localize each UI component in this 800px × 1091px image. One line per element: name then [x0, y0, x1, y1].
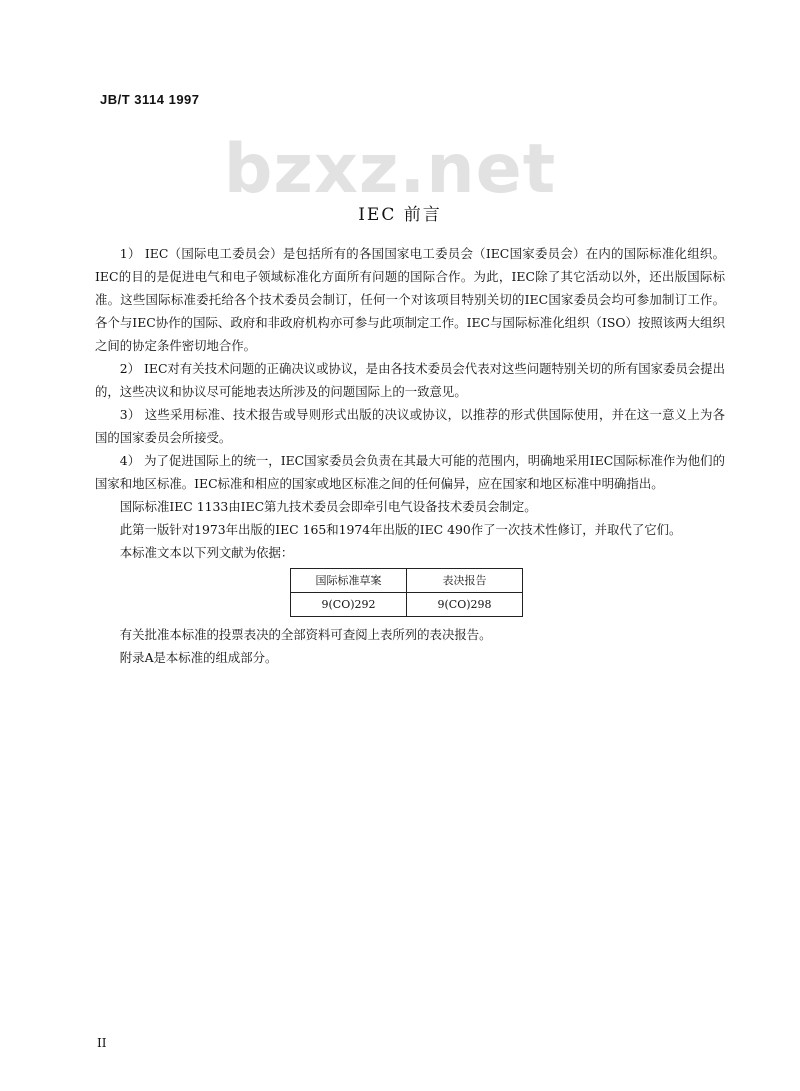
paragraph-2: 2） IEC对有关技术问题的正确决议或协议，是由各技术委员会代表对这些问题特别关切的所有国家委员会提出的，这些决议和协议尽可能地表达所涉及的问题国际上的一致意见。	[95, 361, 726, 399]
page-number: II	[97, 1036, 107, 1050]
closing-line-2: 附录A是本标准的组成部分。	[119, 650, 278, 665]
paragraph-1: 1） IEC（国际电工委员会）是包括所有的各国国家电工委员会（IEC国家委员会）在内的国际标准化组织。IEC的目的是促进电气和电子领域标准化方面所有问题的国际合作。为此，IEC除了其它活动以外，还出版国际标准。这些国际标准委托给各个技术委员会制订，任何一个对该项目特别关切的IEC国家委员会均可参加制订工作。各个与IEC协作的国际、政府和非政府机构亦可参与此项制定工作。IEC与国际标准化组织（ISO）按照该两大组织之间的协定条件密切地合作。	[95, 246, 725, 353]
standard-code-header: JB/T 3114 1997	[100, 92, 200, 107]
table-row	[291, 593, 523, 617]
reference-table	[290, 568, 523, 617]
page-title: IEC 前言	[358, 205, 442, 225]
table-header-cell: 表决报告	[407, 569, 523, 593]
table-cell: 9(CO)298	[407, 593, 523, 617]
paragraph-3: 3） 这些采用标准、技术报告或导则形式出版的决议或协议，以推荐的形式供国际使用，并在这一意义上为各国的国家委员会所接受。	[95, 407, 725, 445]
table-header-cell: 国际标准草案	[291, 569, 407, 593]
closing-line-1: 有关批准本标准的投票表决的全部资料可查阅上表所列的表决报告。	[119, 627, 492, 642]
paragraph-4: 4） 为了促进国际上的统一，IEC国家委员会负责在其最大可能的范围内，明确地采用IEC国际标准作为他们的国家和地区标准。IEC标准和相应的国家或地区标准之间的任何偏异，应在国家和地区标准中明确指出。	[95, 453, 725, 491]
paragraph-6: 此第一版针对1973年出版的IEC 165和1974年出版的IEC 490作了一次技术性修订，并取代了它们。	[119, 522, 682, 537]
paragraph-5: 国际标准IEC 1133由IEC第九技术委员会即牵引电气设备技术委员会制定。	[119, 499, 537, 514]
watermark: bzxz.net	[223, 130, 557, 209]
paragraph-7: 本标准文本以下列文献为依据：	[119, 545, 294, 560]
table-cell: 9(CO)292	[291, 593, 407, 617]
document-body	[95, 242, 725, 669]
table-header-row	[291, 569, 523, 593]
